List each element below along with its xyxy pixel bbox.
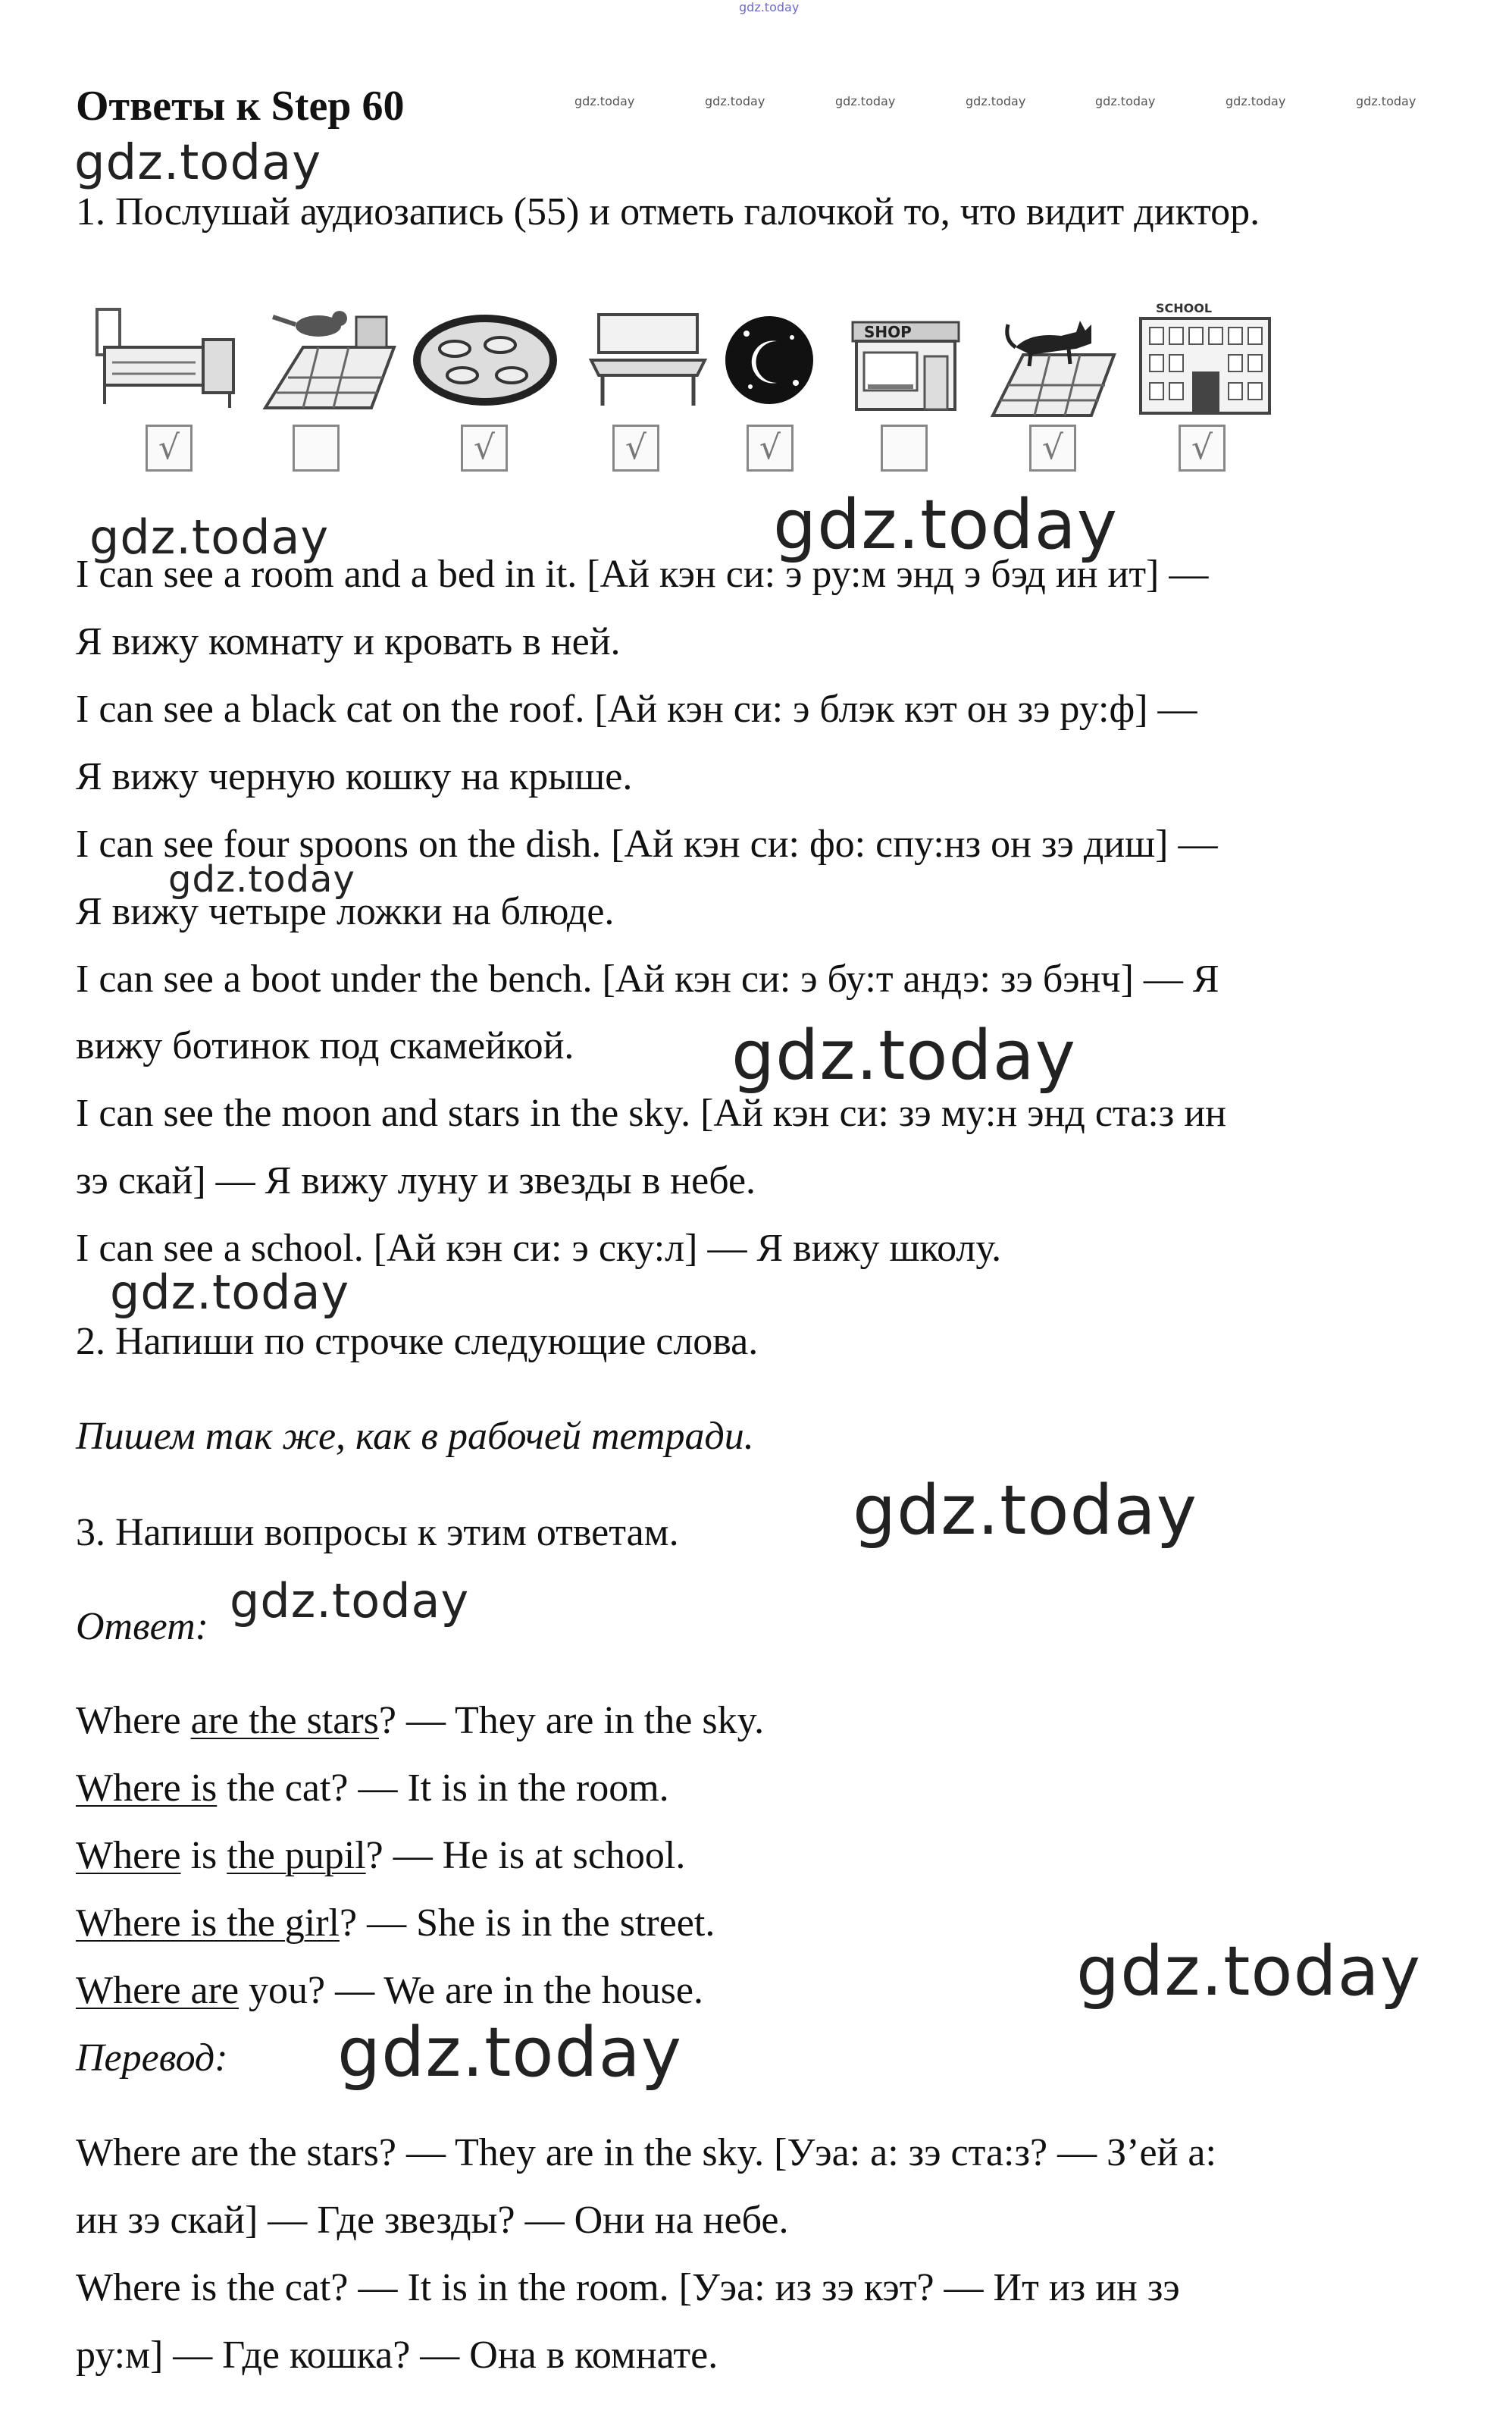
watermark: gdz.today xyxy=(773,485,1119,565)
school-sign: SCHOOL xyxy=(1156,301,1213,315)
answer-line: I can see four spoons on the dish. [Ай кэн си: фо: спу:нз он зэ диш] — xyxy=(76,823,1218,866)
checkbox-moon-stars: √ xyxy=(747,425,794,472)
watermark: gdz.today xyxy=(853,1471,1198,1550)
answer-line: I can see a school. [Ай кэн си: э ску:л] — Я вижу школу. xyxy=(76,1227,1002,1270)
school-icon xyxy=(1133,296,1277,421)
checkbox-bird-on-roof xyxy=(293,425,340,472)
translation-line: ин зэ скай] — Где звезды? — Они на небе. xyxy=(76,2199,789,2242)
checkbox-bed-room: √ xyxy=(146,425,193,472)
shop-sign: SHOP xyxy=(864,323,912,341)
watermark: gdz.today xyxy=(731,1016,1077,1096)
checkbox-cat-on-roof: √ xyxy=(1029,425,1076,472)
answer-line: I can see a boot under the bench. [Ай кэн си: э бу:т андэ: зэ бэнч] — Я xyxy=(76,958,1219,1001)
watermark: gdz.today xyxy=(168,858,355,901)
answer-line: зэ скай] — Я вижу луну и звезды в небе. xyxy=(76,1159,756,1202)
answer-line: I can see the moon and stars in the sky. [Ай кэн си: зэ му:н энд ста:з ин xyxy=(76,1092,1226,1135)
answer-line: I can see a black cat on the roof. [Ай кэн си: э блэк кэт он зэ ру:ф] — xyxy=(76,688,1197,731)
page-title: Ответы к Step 60 xyxy=(76,83,405,130)
bird-on-roof-icon xyxy=(258,294,402,419)
watermark: gdz.today xyxy=(230,1573,470,1628)
task-1-heading: 1. Послушай аудиозапись (55) и отметь галочкой то, что видит диктор. xyxy=(76,190,1260,234)
translation-label: Перевод: xyxy=(76,2036,228,2080)
small-watermark: gdz.today xyxy=(1356,94,1417,108)
qa-line: Where are the stars? — They are in the sky. xyxy=(76,1699,765,1742)
translation-line: ру:м] — Где кошка? — Она в комнате. xyxy=(76,2334,718,2377)
task-2-answer: Пишем так же, как в рабочей тетради. xyxy=(76,1415,754,1458)
answer-line: вижу ботинок под скамейкой. xyxy=(76,1024,574,1067)
task-2-heading: 2. Напиши по строчке следующие слова. xyxy=(76,1320,759,1363)
small-watermark: gdz.today xyxy=(574,94,635,108)
answer-line: I can see a room and a bed in it. [Ай кэн си: э ру:м энд э бэд ин ит] — xyxy=(76,553,1209,596)
checkbox-bench: √ xyxy=(612,425,659,472)
small-watermark: gdz.today xyxy=(1226,94,1286,108)
small-watermark: gdz.today xyxy=(966,94,1026,108)
small-watermark: gdz.today xyxy=(1095,94,1156,108)
answer-line: Я вижу комнату и кровать в ней. xyxy=(76,620,621,663)
watermark: gdz.today xyxy=(74,135,322,191)
moon-stars-icon xyxy=(724,307,815,417)
task-3-heading: 3. Напиши вопросы к этим ответам. xyxy=(76,1511,679,1554)
checkbox-shop xyxy=(881,425,928,472)
watermark: gdz.today xyxy=(110,1265,350,1320)
spoons-dish-icon xyxy=(409,303,561,421)
translation-line: Where are the stars? — They are in the sky. [Уэа: а: зэ ста:з? — З’ей а: xyxy=(76,2131,1216,2174)
watermark: gdz.today xyxy=(1076,1932,1422,2011)
answer-line: Я вижу четыре ложки на блюде. xyxy=(76,890,615,933)
cat-on-roof-icon xyxy=(985,302,1122,423)
small-watermark: gdz.today xyxy=(705,94,765,108)
shop-icon xyxy=(849,307,963,417)
checkbox-school: √ xyxy=(1179,425,1226,472)
bed-room-icon xyxy=(89,294,249,419)
watermark: gdz.today xyxy=(337,2013,683,2092)
small-watermark: gdz.today xyxy=(835,94,896,108)
bench-icon xyxy=(584,299,712,417)
qa-line: Where is the pupil? — He is at school. xyxy=(76,1834,686,1877)
watermark: gdz.today xyxy=(89,509,330,565)
answer-line: Я вижу черную кошку на крыше. xyxy=(76,755,633,798)
qa-line: Where is the cat? — It is in the room. xyxy=(76,1766,669,1810)
translation-line: Where is the cat? — It is in the room. [Уэа: из зэ кэт? — Ит из ин зэ xyxy=(76,2266,1180,2309)
site-watermark-top: gdz.today xyxy=(739,0,800,14)
qa-line: Where is the girl? — She is in the street. xyxy=(76,1901,715,1945)
answer-label: Ответ: xyxy=(76,1605,208,1648)
qa-line: Where are you? — We are in the house. xyxy=(76,1969,703,2012)
checkbox-spoons-dish: √ xyxy=(461,425,508,472)
